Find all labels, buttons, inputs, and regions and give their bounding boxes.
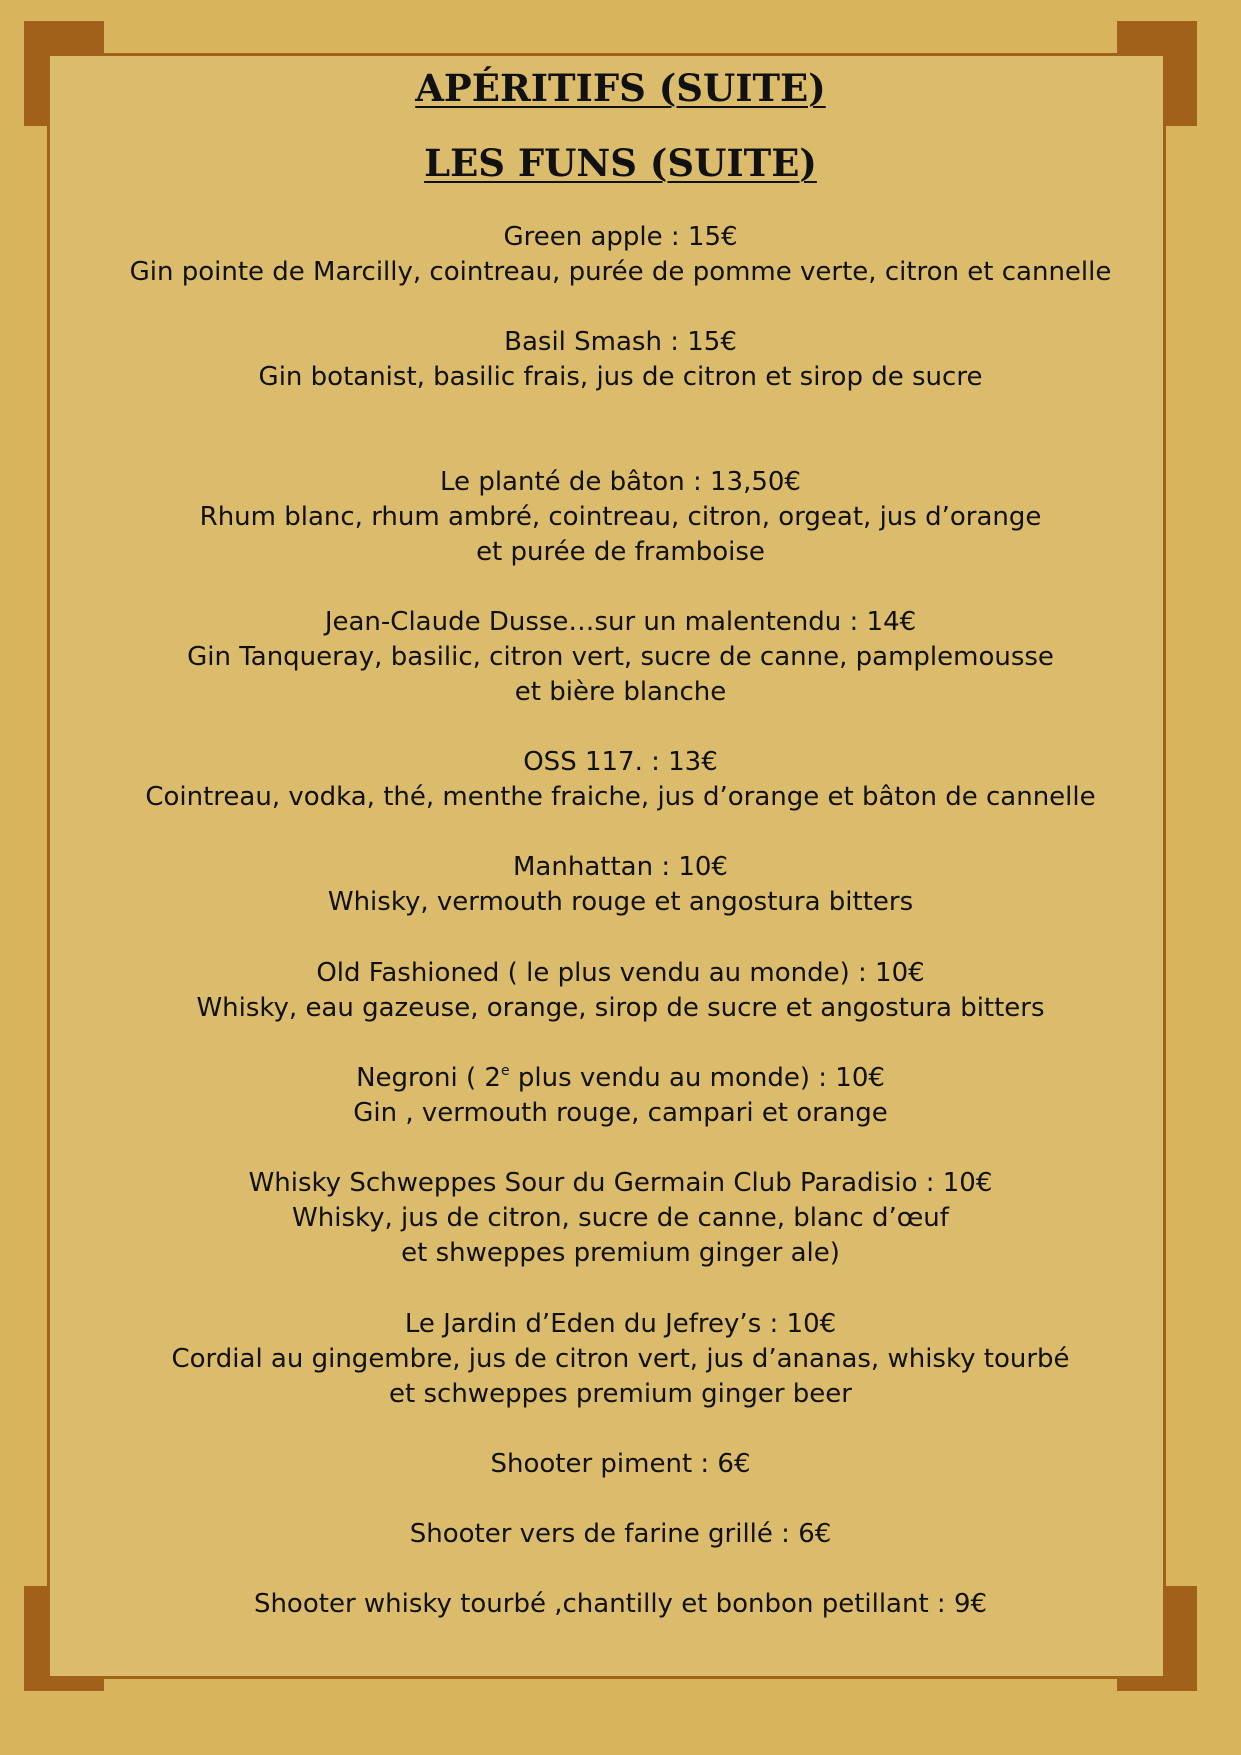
heading-les-funs: LES FUNS (SUITE) (424, 141, 817, 185)
menu-item-description: Cointreau, vodka, thé, menthe fraiche, jus d’orange et bâton de cannelle (145, 782, 1096, 812)
menu-item-title-part: plus vendu au monde) : 10€ (509, 1063, 885, 1093)
menu-item-description: Whisky, jus de citron, sucre de canne, blanc d’œuf (292, 1203, 949, 1233)
menu-item-title: Shooter vers de farine grillé : 6€ (409, 1519, 832, 1549)
menu-item-title: Jean-Claude Dusse…sur un malentendu : 14€ (324, 607, 917, 637)
heading-aperitifs: APÉRITIFS (SUITE) (415, 66, 826, 110)
menu-item-description: Cordial au gingembre, jus de citron vert, jus d’ananas, whisky tourbé (171, 1344, 1070, 1374)
ordinal-superscript: e (500, 1063, 510, 1079)
menu-item-title: Shooter whisky tourbé ,chantilly et bonbon petillant : 9€ (253, 1589, 988, 1619)
menu-item-description: Whisky, vermouth rouge et angostura bitters (327, 887, 914, 917)
menu-item-description: Gin , vermouth rouge, campari et orange (353, 1098, 888, 1128)
menu-item-description: Rhum blanc, rhum ambré, cointreau, citron, orgeat, jus d’orange (199, 502, 1042, 532)
menu-item-title: Basil Smash : 15€ (504, 327, 737, 357)
menu-item-title: Old Fashioned ( le plus vendu au monde) : 10€ (316, 958, 925, 988)
menu-item-title: Whisky Schweppes Sour du Germain Club Paradisio : 10€ (248, 1168, 993, 1198)
menu-item-description: et purée de framboise (476, 537, 765, 567)
menu-item-title: OSS 117. : 13€ (523, 747, 718, 777)
menu-item-description: et shweppes premium ginger ale) (401, 1238, 840, 1268)
menu-item-description: Gin Tanqueray, basilic, citron vert, sucre de canne, pamplemousse (187, 642, 1054, 672)
menu-item-description: Gin botanist, basilic frais, jus de citron et sirop de sucre (258, 362, 983, 392)
menu-item-description: et bière blanche (514, 677, 727, 707)
menu-item-description: Gin pointe de Marcilly, cointreau, purée de pomme verte, citron et cannelle (129, 257, 1112, 287)
menu-item-title: Le planté de bâton : 13,50€ (440, 467, 801, 497)
menu-item-description: et schweppes premium ginger beer (389, 1379, 852, 1409)
menu-item-title: Le Jardin d’Eden du Jefrey’s : 10€ (404, 1309, 837, 1339)
menu-item-title: Shooter piment : 6€ (490, 1449, 751, 1479)
menu-item-title: Green apple : 15€ (503, 222, 738, 252)
menu-item-description: Whisky, eau gazeuse, orange, sirop de sucre et angostura bitters (196, 993, 1045, 1023)
menu-item-title-part: Negroni ( 2 (356, 1063, 501, 1093)
menu-item-title: Manhattan : 10€ (513, 852, 728, 882)
menu-item-title (0, 1065, 1241, 1091)
